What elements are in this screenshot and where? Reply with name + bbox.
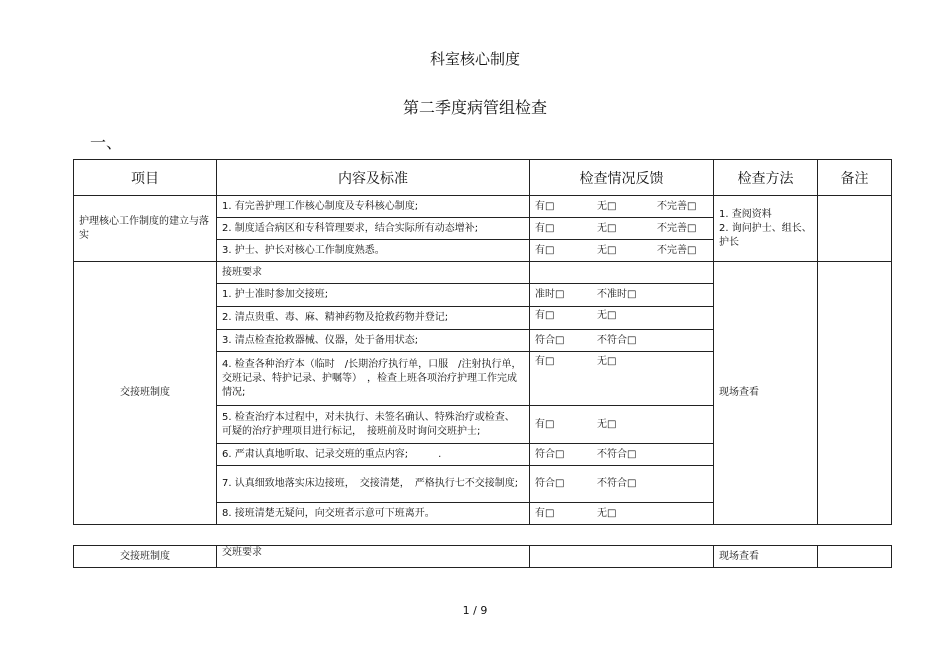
method-cell: 现场查看 xyxy=(714,262,818,525)
option-late[interactable]: 不准时□ xyxy=(597,289,637,300)
item-cell: 护理核心工作制度的建立与落实 xyxy=(74,196,217,262)
document-title: 科室核心制度 xyxy=(429,50,520,68)
option-yes[interactable]: 有□ xyxy=(535,222,555,234)
content-cell: 3. 清点检查抢救器械、仪器，处于备用状态; xyxy=(217,330,530,352)
option-nonconform[interactable]: 不符合□ xyxy=(597,478,637,489)
content-cell: 1. 有完善护理工作核心制度及专科核心制度; xyxy=(217,196,530,218)
option-no[interactable]: 无□ xyxy=(597,244,617,256)
content-cell: 5. 检查治疗本过程中，对未执行、未签名确认、特殊治疗或检查、可疑的治疗护理项目进行标记， 接班前及时询问交班护士; xyxy=(217,406,530,444)
table-row xyxy=(74,196,892,218)
option-no[interactable]: 无□ xyxy=(597,418,617,430)
content-cell: 6. 严肃认真地听取、记录交班的重点内容; . xyxy=(217,444,530,466)
feedback-cell xyxy=(530,284,714,307)
remark-cell xyxy=(818,546,892,568)
feedback-cell xyxy=(530,307,714,330)
option-yes[interactable]: 有□ xyxy=(535,356,555,367)
option-conform[interactable]: 符合□ xyxy=(535,448,565,460)
feedback-cell xyxy=(530,330,714,352)
option-nonconform[interactable]: 不符合□ xyxy=(597,448,637,460)
option-incomplete[interactable]: 不完善□ xyxy=(657,222,697,234)
feedback-cell xyxy=(530,240,714,262)
option-no[interactable]: 无□ xyxy=(597,507,617,519)
content-cell: 接班要求 xyxy=(217,262,530,284)
option-no[interactable]: 无□ xyxy=(597,222,617,234)
option-no[interactable]: 无□ xyxy=(597,356,617,367)
option-incomplete[interactable]: 不完善□ xyxy=(657,244,697,256)
inspection-table-continued xyxy=(73,545,892,568)
feedback-cell xyxy=(530,196,714,218)
option-nonconform[interactable]: 不符合□ xyxy=(597,334,637,346)
content-cell: 2. 制度适合病区和专科管理要求，结合实际所有动态增补; xyxy=(217,218,530,240)
item-cell: 交接班制度 xyxy=(74,262,217,525)
option-no[interactable]: 无□ xyxy=(597,310,617,321)
table-row xyxy=(74,262,892,284)
table-header-row xyxy=(74,160,892,196)
feedback-cell xyxy=(530,262,714,284)
remark-cell xyxy=(818,262,892,525)
feedback-cell xyxy=(530,406,714,444)
content-cell: 交班要求 xyxy=(217,546,530,568)
remark-cell xyxy=(818,196,892,262)
content-cell: 3. 护士、护长对核心工作制度熟悉。 xyxy=(217,240,530,262)
page-indicator: 1 / 9 xyxy=(462,604,488,617)
feedback-cell xyxy=(530,546,714,568)
content-cell: 4. 检查各种治疗本（临时 /长期治疗执行单，口服 /注射执行单，交班记录、特护记录、护嘱等） ，检查上班各项治疗护理工作完成情况; xyxy=(217,352,530,406)
table-row xyxy=(74,546,892,568)
header-method: 检查方法 xyxy=(714,160,818,196)
option-on-time[interactable]: 准时□ xyxy=(535,289,565,300)
option-yes[interactable]: 有□ xyxy=(535,200,555,212)
option-conform[interactable]: 符合□ xyxy=(535,478,565,489)
option-yes[interactable]: 有□ xyxy=(535,244,555,256)
content-cell: 7. 认真细致地落实床边接班， 交接清楚， 严格执行七不交接制度; xyxy=(217,466,530,503)
option-yes[interactable]: 有□ xyxy=(535,418,555,430)
item-cell: 交接班制度 xyxy=(74,546,217,568)
feedback-cell xyxy=(530,466,714,503)
feedback-cell xyxy=(530,218,714,240)
method-cell: 现场查看 xyxy=(714,546,818,568)
feedback-cell xyxy=(530,503,714,525)
option-incomplete[interactable]: 不完善□ xyxy=(657,200,697,212)
header-item: 项目 xyxy=(74,160,217,196)
document-subtitle: 第二季度病管组检查 xyxy=(402,98,547,117)
option-yes[interactable]: 有□ xyxy=(535,310,555,321)
feedback-cell xyxy=(530,444,714,466)
header-remark: 备注 xyxy=(818,160,892,196)
content-cell: 1. 护士准时参加交接班; xyxy=(217,284,530,307)
header-content: 内容及标准 xyxy=(217,160,530,196)
content-cell: 2. 清点贵重、毒、麻、精神药物及抢救药物并登记; xyxy=(217,307,530,330)
feedback-cell xyxy=(530,352,714,406)
header-feedback: 检查情况反馈 xyxy=(530,160,714,196)
inspection-table xyxy=(73,159,892,525)
option-no[interactable]: 无□ xyxy=(597,200,617,212)
option-conform[interactable]: 符合□ xyxy=(535,334,565,346)
section-number: 一、 xyxy=(90,133,123,152)
option-yes[interactable]: 有□ xyxy=(535,507,555,519)
content-cell: 8. 接班清楚无疑问，向交班者示意可下班离开。 xyxy=(217,503,530,525)
method-cell: 1. 查阅资料 2. 询问护士、组长、护长 xyxy=(714,196,818,262)
